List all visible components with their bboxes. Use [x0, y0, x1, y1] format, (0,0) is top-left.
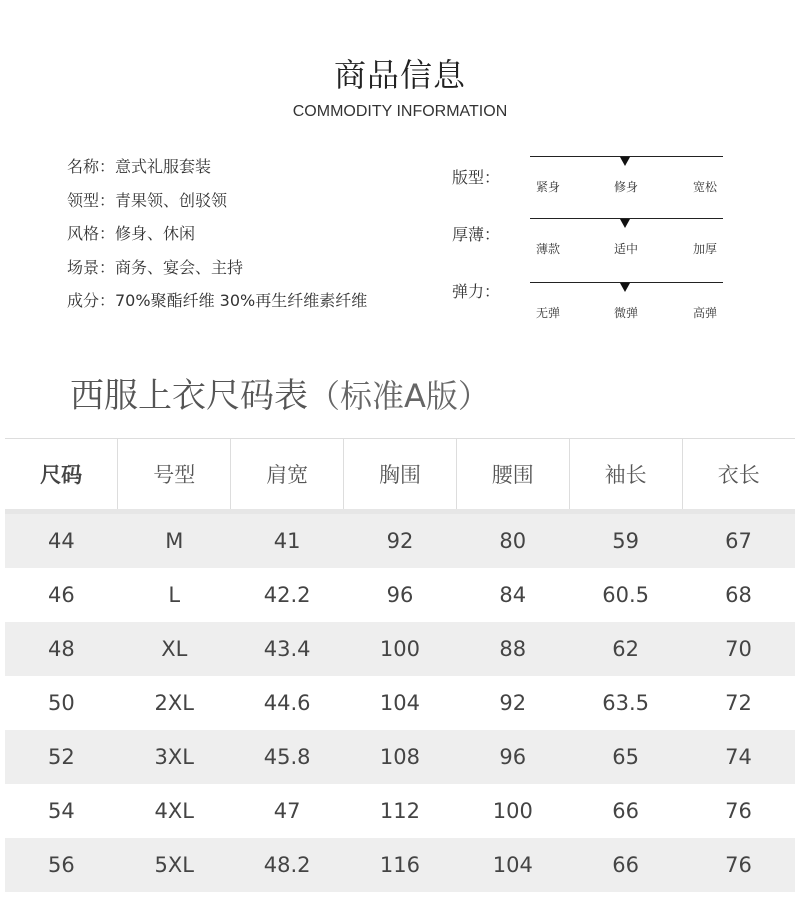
- info-occasion: 场景：商务、宴会、主持: [67, 257, 244, 277]
- thickness-gauge: [530, 218, 723, 258]
- table-cell: 92: [344, 514, 457, 568]
- table-cell: 67: [682, 514, 795, 568]
- thickness-gauge-label: 厚薄：: [452, 225, 501, 244]
- product-info-list: [67, 154, 367, 322]
- table-cell: 116: [344, 838, 457, 892]
- info-composition: 成分：70%聚酯纤维 30%再生纤维素纤维: [67, 291, 368, 310]
- table-cell: 84: [456, 568, 569, 622]
- gauge-option: 无弹: [536, 306, 561, 320]
- table-row: [5, 784, 795, 838]
- table-cell: 96: [344, 568, 457, 622]
- table-cell: 4XL: [118, 784, 231, 838]
- table-cell: 3XL: [118, 730, 231, 784]
- table-cell: 72: [682, 676, 795, 730]
- table-row: [5, 514, 795, 568]
- table-row: [5, 622, 795, 676]
- size-table: [5, 439, 795, 892]
- table-row: [5, 838, 795, 892]
- table-cell: 54: [5, 784, 118, 838]
- table-cell: 63.5: [569, 676, 682, 730]
- elasticity-gauge-label: 弹力：: [452, 282, 501, 301]
- table-cell: 62: [569, 622, 682, 676]
- table-cell: 43.4: [231, 622, 344, 676]
- table-cell: 42.2: [231, 568, 344, 622]
- gauge-marker-icon: [620, 283, 630, 292]
- header-waist: 腰围: [456, 439, 569, 509]
- table-cell: 2XL: [118, 676, 231, 730]
- table-cell: 44: [5, 514, 118, 568]
- fit-gauge-label: 版型：: [452, 168, 501, 187]
- gauge-option: 薄款: [536, 242, 561, 256]
- table-cell: 100: [456, 784, 569, 838]
- table-cell: 48.2: [231, 838, 344, 892]
- section-subtitle: COMMODITY INFORMATION: [292, 103, 508, 120]
- table-cell: 80: [456, 514, 569, 568]
- header-size: 尺码: [40, 463, 83, 487]
- table-cell: 96: [456, 730, 569, 784]
- table-cell: 56: [5, 838, 118, 892]
- table-row: [5, 568, 795, 622]
- table-cell: 92: [456, 676, 569, 730]
- table-cell: 76: [682, 784, 795, 838]
- table-cell: 44.6: [231, 676, 344, 730]
- header-chest: 胸围: [344, 439, 457, 509]
- info-collar: 领型：青果领、创驳领: [67, 190, 228, 210]
- size-table-title-main: 西服上衣尺码表: [70, 376, 308, 416]
- size-table-title: [70, 368, 490, 417]
- table-cell: 66: [569, 838, 682, 892]
- elasticity-gauge: [530, 282, 723, 322]
- table-cell: 66: [569, 784, 682, 838]
- gauge-option: 适中: [614, 242, 639, 256]
- table-cell: 70: [682, 622, 795, 676]
- gauge-option: 修身: [614, 180, 639, 194]
- table-cell: M: [118, 514, 231, 568]
- fit-gauge: [530, 156, 723, 196]
- gauge-option: 宽松: [693, 180, 718, 194]
- header-shoulder: 肩宽: [231, 439, 344, 509]
- table-cell: 46: [5, 568, 118, 622]
- table-cell: 52: [5, 730, 118, 784]
- size-table-title-suffix: （标准A版）: [308, 377, 490, 415]
- table-cell: 48: [5, 622, 118, 676]
- table-cell: 47: [231, 784, 344, 838]
- table-cell: 104: [344, 676, 457, 730]
- gauge-option: 加厚: [693, 242, 718, 256]
- table-cell: 108: [344, 730, 457, 784]
- table-cell: 104: [456, 838, 569, 892]
- table-cell: L: [118, 568, 231, 622]
- table-cell: 112: [344, 784, 457, 838]
- table-cell: 59: [569, 514, 682, 568]
- table-cell: 65: [569, 730, 682, 784]
- table-cell: XL: [118, 622, 231, 676]
- table-cell: 41: [231, 514, 344, 568]
- info-name: 名称：意式礼服套装: [67, 157, 212, 176]
- table-cell: 68: [682, 568, 795, 622]
- table-cell: 88: [456, 622, 569, 676]
- table-cell: 74: [682, 730, 795, 784]
- table-cell: 45.8: [231, 730, 344, 784]
- gauge-marker-icon: [620, 157, 630, 166]
- table-cell: 50: [5, 676, 118, 730]
- section-title: 商品信息: [333, 56, 466, 94]
- table-cell: 100: [344, 622, 457, 676]
- header-sleeve: 袖长: [569, 439, 682, 509]
- table-cell: 76: [682, 838, 795, 892]
- table-header-row: [5, 439, 795, 509]
- gauge-marker-icon: [620, 219, 630, 228]
- table-row: [5, 730, 795, 784]
- header-fit-code: 号型: [118, 439, 231, 509]
- header-length: 衣长: [682, 439, 795, 509]
- gauge-option: 微弹: [614, 306, 639, 320]
- info-style: 风格：修身、休闲: [67, 224, 196, 243]
- table-row: [5, 676, 795, 730]
- gauge-option: 高弹: [693, 306, 718, 320]
- gauge-option: 紧身: [536, 180, 561, 194]
- table-cell: 60.5: [569, 568, 682, 622]
- table-cell: 5XL: [118, 838, 231, 892]
